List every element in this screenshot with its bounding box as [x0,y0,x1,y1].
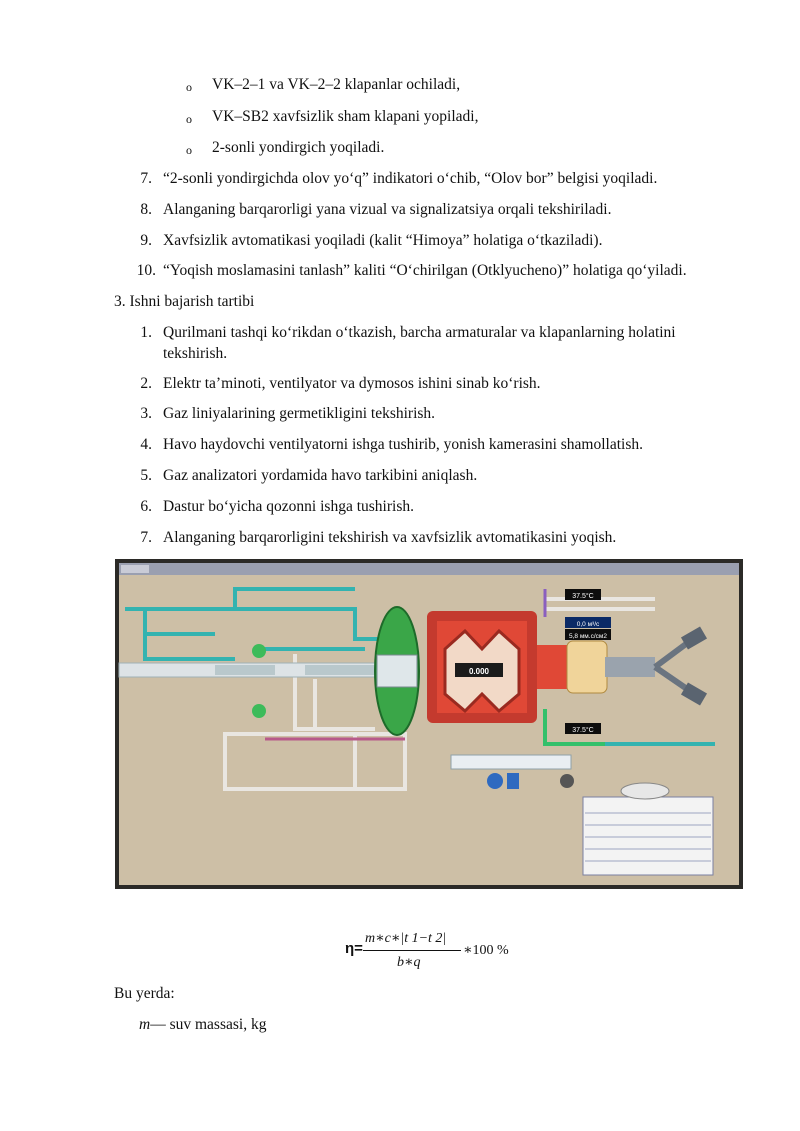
bullet-marker: o [186,80,192,94]
list-item-continuation: tekshirish. [163,345,228,362]
list-item: Qurilmani tashqi ko‘rikdan o‘tkazish, barcha armaturalar va klapanlarning holatini [163,324,676,341]
bullet-item-1: VK–2–1 va VK–2–2 klapanlar ochiladi, [212,76,461,93]
list-number: 9. [140,232,152,249]
panel-readout-flow-2: 5,8 мм.с/см2 [569,633,607,640]
list-number: 8. [140,201,152,218]
list-number: 7. [140,529,152,546]
list-number: 10. [136,262,156,279]
bu-yerda-label: Bu yerda: [114,985,175,1002]
list-item: Havo haydovchi ventilyatorni ishga tushirib, yonish kamerasini shamollatish. [163,436,643,453]
list-item: “2-sonli yondirgichda olov yo‘q” indikatori o‘chib, “Olov bor” belgisi yoqiladi. [163,170,658,187]
fraction-bar [363,950,461,951]
list-number: 6. [140,498,152,515]
list-item: Gaz liniyalarining germetikligini tekshirish. [163,405,436,422]
formula-suffix: ∗100 % [463,943,509,958]
list-item: Dastur bo‘yicha qozonni ishga tushirish. [163,498,414,515]
list-item: Alanganing barqarorligini tekshirish va xavfsizlik avtomatikasini yoqish. [163,529,617,546]
bullet-marker: o [186,112,192,126]
bullet-item-3: 2-sonli yondirgich yoqiladi. [212,139,385,156]
formula-denominator: b∗q [397,955,421,970]
list-number: 1. [140,324,152,341]
bullet-marker: o [186,143,192,157]
list-number: 4. [140,436,152,453]
definition-m [139,1016,266,1034]
list-item: Xavfsizlik avtomatikasi yoqiladi (kalit “Himoya” holatiga o‘tkaziladi). [163,232,603,249]
list-item: Alanganing barqarorligi yana vizual va signalizatsiya orqali tekshiriladi. [163,201,612,218]
definition-m-text: — suv massasi, kg [150,1016,267,1033]
bullet-item-2: VK–SB2 xavfsizlik sham klapani yopiladi, [212,108,479,125]
list-item: “Yoqish moslamasini tanlash” kaliti “O‘chirilgan (Otklyucheno)” holatiga qo‘yiladi. [163,262,687,279]
panel-readout-bottom-right: 37.5°C [572,727,594,734]
boiler-control-panel-photo [115,559,743,889]
formula-lhs: η= [345,940,363,957]
list-number: 5. [140,467,152,484]
section-heading: 3. Ishni bajarish tartibi [114,293,255,310]
panel-readout-top-right: 37.5°C [572,593,594,600]
list-item: Elektr ta’minoti, ventilyator va dymosos ishini sinab ko‘rish. [163,375,541,392]
panel-readout-center: 0.000 [468,667,490,676]
panel-readout-flow-1: 0,0 м³/с [576,621,600,628]
list-number: 7. [140,170,152,187]
list-item: Gaz analizatori yordamida havo tarkibini aniqlash. [163,467,478,484]
variable-m: m [139,1016,151,1033]
list-number: 3. [140,405,152,422]
list-number: 2. [140,375,152,392]
formula-numerator: m∗c∗|t 1−t 2| [365,931,447,946]
